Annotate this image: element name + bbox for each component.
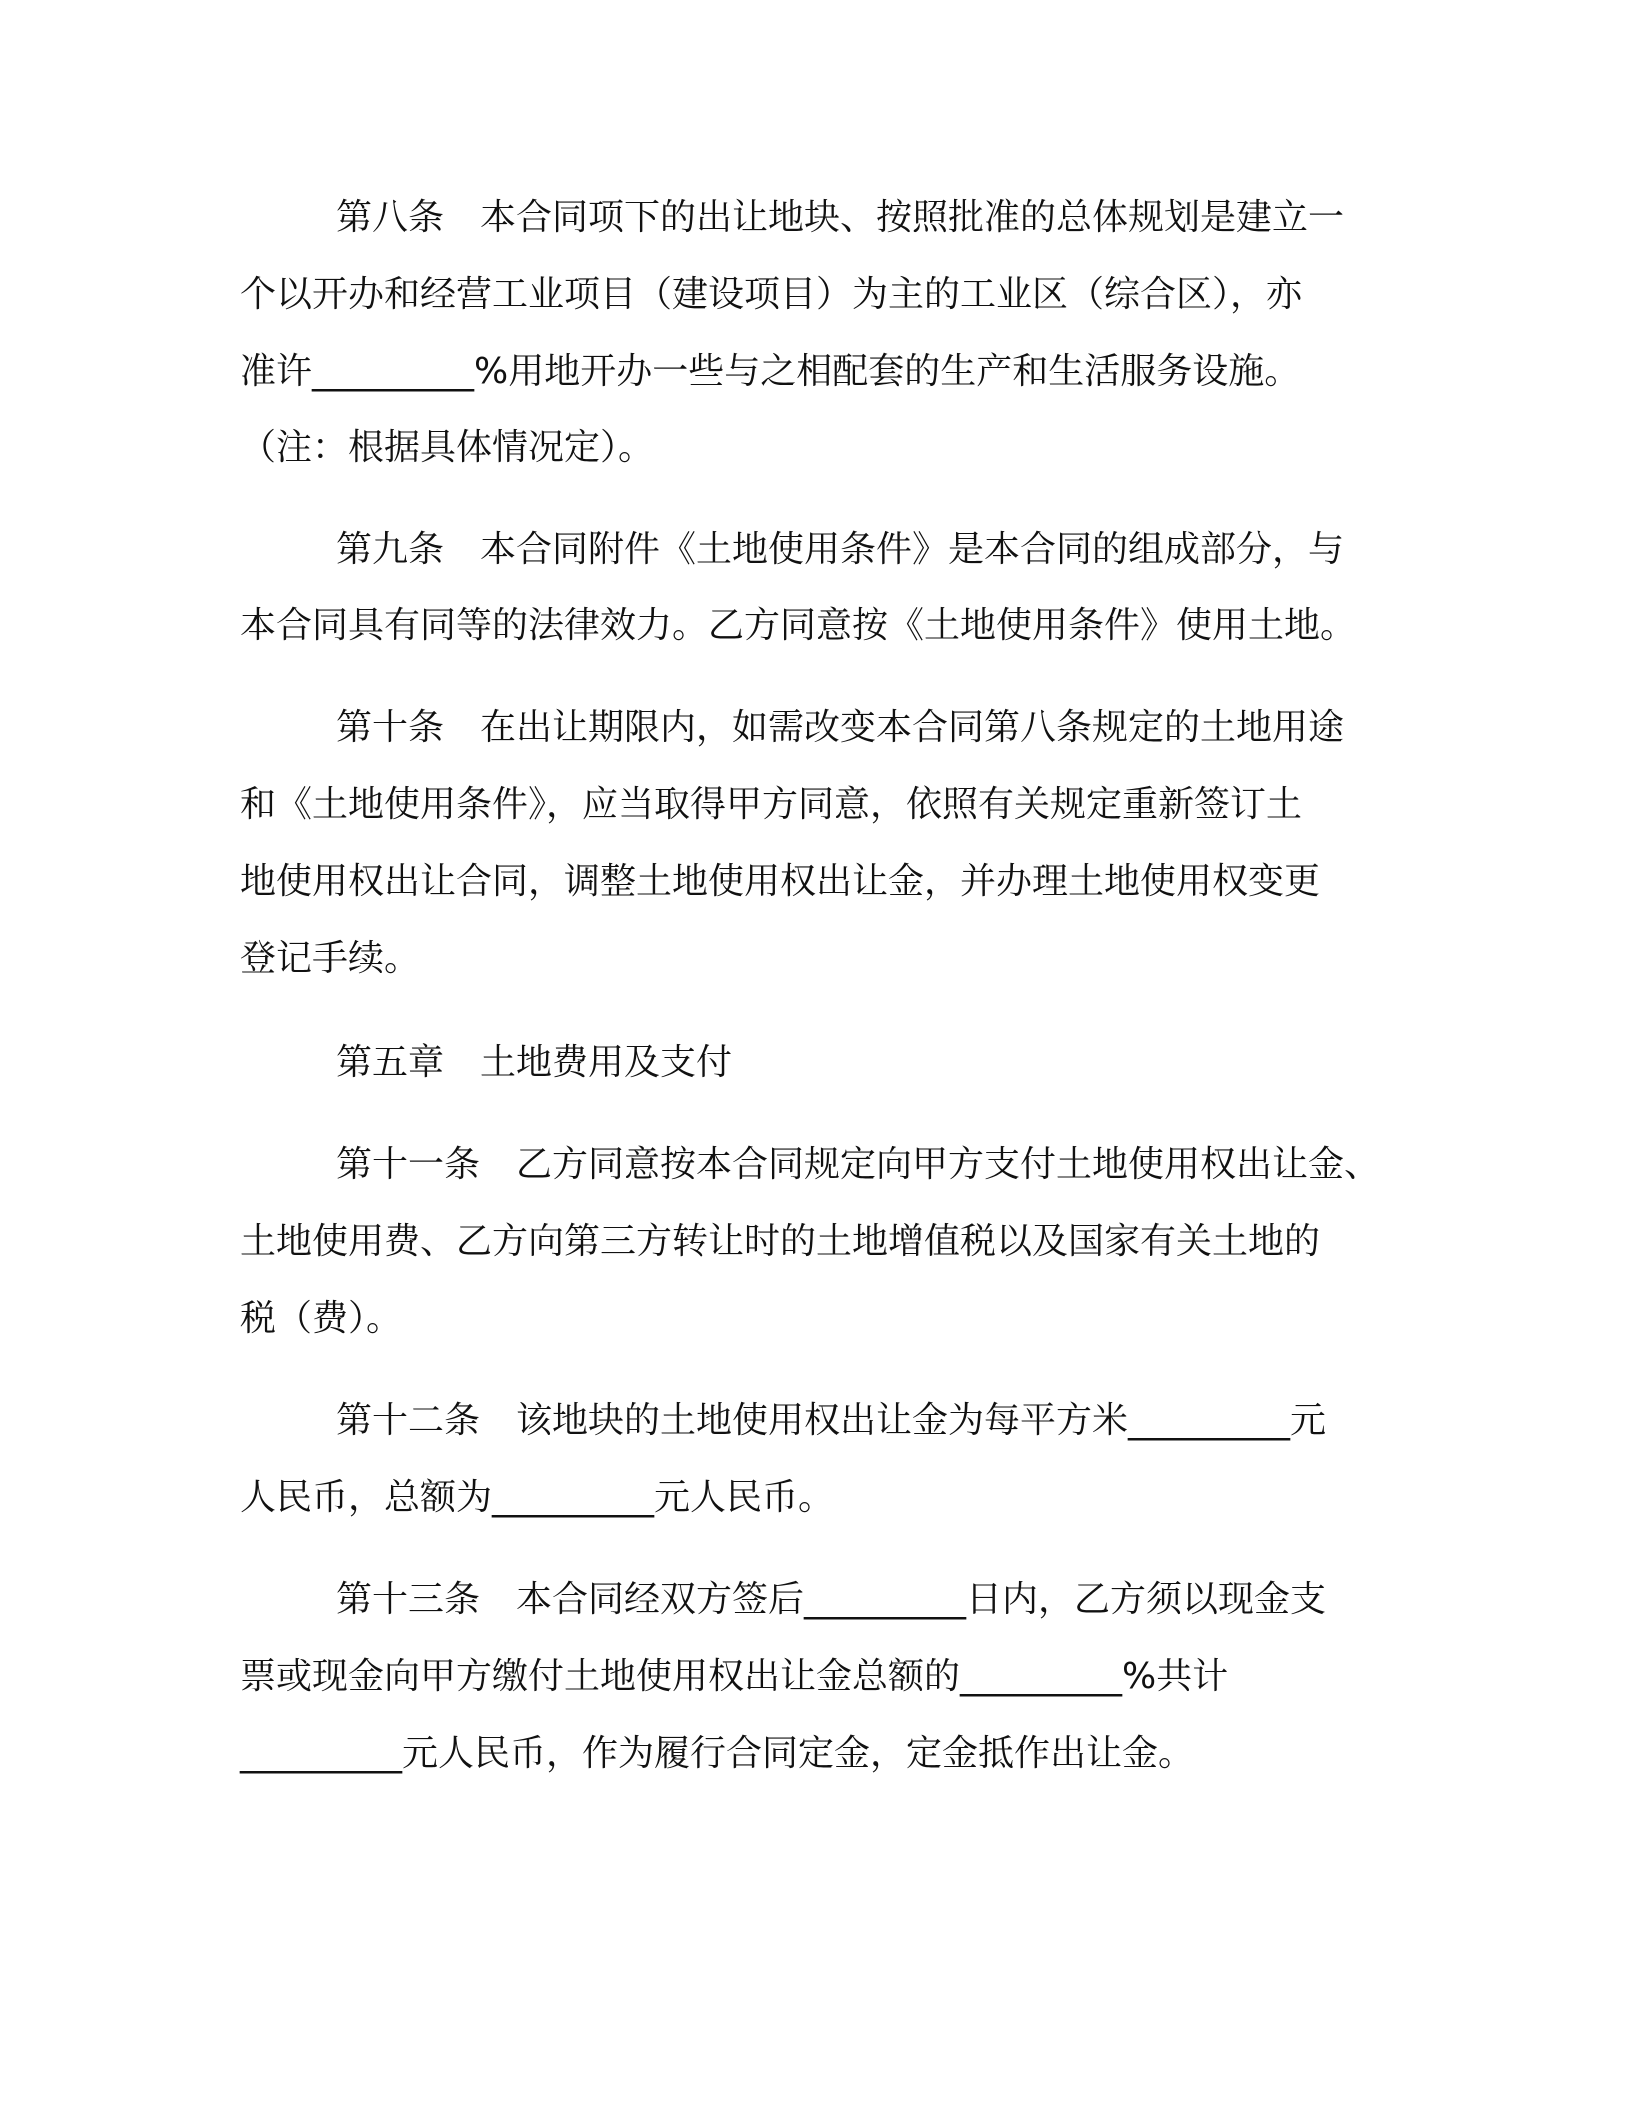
chapter-5-heading: 第五章 土地费用及支付 bbox=[336, 1042, 733, 1083]
article-13-line-2: 票或现金向甲方缴付土地使用权出让金总额的_________%共计 bbox=[240, 1656, 1229, 1697]
article-12-line-2: 人民币，总额为_________元人民币。 bbox=[240, 1477, 835, 1518]
article-11-line-2: 土地使用费、乙方向第三方转让时的土地增值税以及国家有关土地的 bbox=[240, 1221, 1321, 1262]
article-10-line-2: 和《土地使用条件》，应当取得甲方同意，依照有关规定重新签订土 bbox=[240, 784, 1303, 825]
article-11-line-3: 税（费）。 bbox=[240, 1298, 403, 1339]
article-8-note: （注：根据具体情况定）。 bbox=[240, 427, 655, 468]
article-11-line-1: 第十一条 乙方同意按本合同规定向甲方支付土地使用权出让金、 bbox=[336, 1144, 1381, 1185]
article-8-line-2: 个以开办和经营工业项目（建设项目）为主的工业区（综合区），亦 bbox=[240, 274, 1303, 315]
article-10-line-3: 地使用权出让合同，调整土地使用权出让金，并办理土地使用权变更 bbox=[240, 861, 1321, 902]
article-8-line-3: 准许_________%用地开办一些与之相配套的生产和生活服务设施。 bbox=[240, 351, 1301, 392]
article-13-line-3: _________元人民币，作为履行合同定金，定金抵作出让金。 bbox=[240, 1733, 1195, 1774]
article-9-line-1: 第九条 本合同附件《土地使用条件》是本合同的组成部分，与 bbox=[336, 529, 1345, 570]
article-10-line-4: 登记手续。 bbox=[240, 938, 421, 979]
article-9-line-2: 本合同具有同等的法律效力。乙方同意按《土地使用条件》使用土地。 bbox=[240, 605, 1357, 646]
article-13-line-1: 第十三条 本合同经双方签后_________日内，乙方须以现金支 bbox=[336, 1579, 1327, 1620]
article-12-line-1: 第十二条 该地块的土地使用权出让金为每平方米_________元 bbox=[336, 1400, 1327, 1441]
article-10-line-1: 第十条 在出让期限内，如需改变本合同第八条规定的土地用途 bbox=[336, 707, 1345, 748]
article-8-line-1: 第八条 本合同项下的出让地块、按照批准的总体规划是建立一 bbox=[336, 197, 1345, 238]
